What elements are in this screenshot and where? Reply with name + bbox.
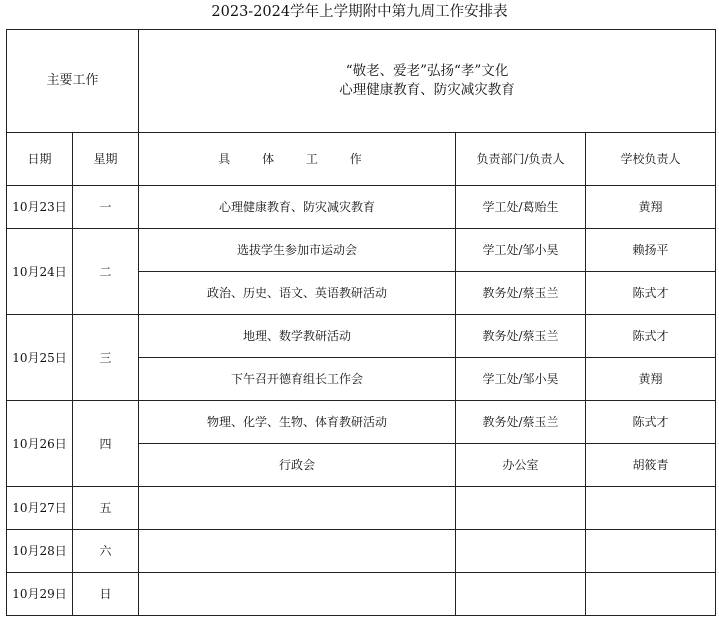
leader-cell [586,573,716,616]
column-header-row [7,133,716,186]
date-cell: 10月29日 [7,573,73,616]
weekday-cell: 二 [73,229,139,315]
weekday-cell: 六 [73,530,139,573]
leader-cell: 陈式才 [586,315,716,358]
weekday-cell: 三 [73,315,139,401]
dept-cell [456,487,586,530]
table-row [7,573,716,616]
header-main-row [7,30,716,133]
dept-cell: 教务处/蔡玉兰 [456,272,586,315]
dept-cell: 学工处/邹小昊 [456,358,586,401]
work-cell: 地理、数学教研活动 [139,315,456,358]
main-work-theme [139,30,716,133]
main-work-label: 主要工作 [7,30,139,133]
table-row [7,530,716,573]
dept-cell [456,573,586,616]
date-cell: 10月28日 [7,530,73,573]
leader-cell: 陈式才 [586,401,716,444]
col-header-date: 日期 [7,133,73,186]
work-cell: 心理健康教育、防灾减灾教育 [139,186,456,229]
leader-cell: 黄翔 [586,358,716,401]
table-row [7,487,716,530]
table-row [7,315,716,358]
weekday-cell: 五 [73,487,139,530]
leader-cell: 黄翔 [586,186,716,229]
work-cell: 物理、化学、生物、体育教研活动 [139,401,456,444]
work-cell: 政治、历史、语文、英语教研活动 [139,272,456,315]
weekday-cell: 日 [73,573,139,616]
dept-cell: 学工处/邹小昊 [456,229,586,272]
dept-cell: 办公室 [456,444,586,487]
date-cell: 10月24日 [7,229,73,315]
work-cell [139,573,456,616]
leader-cell: 胡筱青 [586,444,716,487]
date-cell: 10月25日 [7,315,73,401]
theme-line-2: 心理健康教育、防灾减灾教育 [339,82,515,98]
work-cell: 行政会 [139,444,456,487]
date-cell: 10月23日 [7,186,73,229]
dept-cell: 学工处/葛贻生 [456,186,586,229]
work-cell [139,530,456,573]
leader-cell [586,487,716,530]
dept-cell: 教务处/蔡玉兰 [456,315,586,358]
table-row [7,186,716,229]
theme-line-1: “敬老、爱老”弘扬“孝”文化 [345,63,509,79]
col-header-dept: 负责部门/负责人 [456,133,586,186]
table-row [7,229,716,272]
date-cell: 10月27日 [7,487,73,530]
work-cell [139,487,456,530]
leader-cell [586,530,716,573]
table-row [7,401,716,444]
col-header-leader: 学校负责人 [586,133,716,186]
work-cell: 下午召开德育组长工作会 [139,358,456,401]
leader-cell: 赖扬平 [586,229,716,272]
work-cell: 选拔学生参加市运动会 [139,229,456,272]
schedule-table [6,29,716,616]
col-header-weekday: 星期 [73,133,139,186]
weekday-cell: 一 [73,186,139,229]
weekday-cell: 四 [73,401,139,487]
dept-cell [456,530,586,573]
date-cell: 10月26日 [7,401,73,487]
col-header-work: 具 体 工 作 [139,133,456,186]
dept-cell: 教务处/蔡玉兰 [456,401,586,444]
leader-cell: 陈式才 [586,272,716,315]
page-title: 2023-2024学年上学期附中第九周工作安排表 [211,4,508,20]
